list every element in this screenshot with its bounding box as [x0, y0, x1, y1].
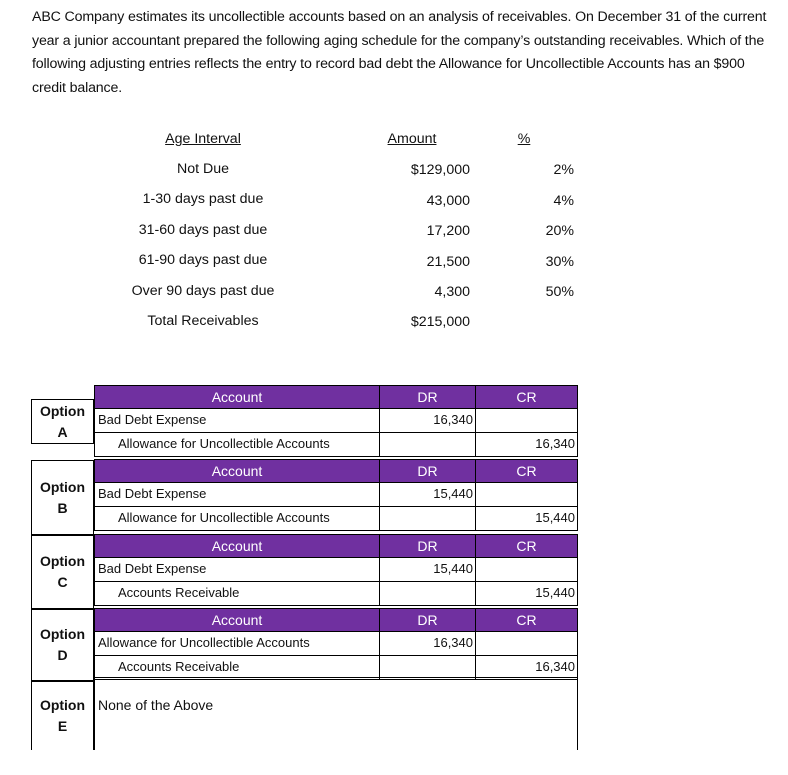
option-c-label[interactable]: [31, 535, 94, 609]
debit-amount: 15,440: [379, 558, 475, 581]
age-interval-header: Age Interval: [165, 131, 241, 147]
percent-header: %: [517, 131, 531, 147]
option-letter: D: [57, 647, 68, 663]
credit-debit-blank: [379, 507, 475, 530]
credit-amount: 15,440: [475, 582, 577, 605]
credit-account: Accounts Receivable: [118, 659, 240, 674]
credit-account: Allowance for Uncollectible Accounts: [118, 510, 330, 525]
option-label-text: Option: [39, 478, 86, 495]
aging-row-pct: 2%: [553, 162, 574, 178]
option-a-debit-row: [94, 409, 578, 433]
aging-row-pct: 50%: [545, 284, 574, 300]
aging-row-amount: 21,500: [426, 254, 470, 270]
option-b-label[interactable]: [31, 460, 94, 535]
credit-account: Accounts Receivable: [118, 585, 240, 600]
debit-account: Bad Debt Expense: [98, 561, 207, 576]
credit-amount: 15,440: [475, 507, 577, 530]
dr-header: DR: [379, 386, 475, 408]
dr-header: DR: [379, 535, 475, 557]
debit-account: Bad Debt Expense: [98, 486, 207, 501]
account-header: Account: [211, 463, 263, 479]
option-c-header-row: [94, 534, 578, 558]
aging-row-amount: 17,200: [426, 223, 470, 239]
option-e-text: None of the Above: [98, 697, 214, 713]
option-a-header-row: [94, 385, 578, 409]
question-text: ABC Company estimates its uncollectible accounts based on an analysis of receivables. On December 31 of the current year a junior accountant prepared the following aging schedule for the company’s outstanding receivables. Which of the following adjusting entries reflects the entry to record bad debt the Allowance for Uncollectible Accounts has an $900 credit balance.: [32, 9, 767, 96]
option-label-text: Option: [39, 553, 86, 569]
debit-amount: 15,440: [379, 483, 475, 506]
aging-row-pct: 20%: [545, 223, 574, 239]
option-b-credit-row: [94, 507, 578, 531]
option-c-debit-row: [94, 558, 578, 582]
option-d-header-row: [94, 608, 578, 632]
option-label-text: Option: [39, 697, 86, 713]
option-letter: E: [57, 718, 68, 734]
option-b-header-row: [94, 459, 578, 483]
total-receivables-label: Total Receivables: [147, 313, 259, 329]
debit-account: Bad Debt Expense: [98, 412, 207, 427]
cr-header: CR: [475, 460, 577, 482]
total-receivables-amount: $215,000: [410, 314, 470, 330]
answer-options: [31, 385, 579, 750]
dr-header: DR: [379, 609, 475, 631]
aging-row-age: Not Due: [176, 161, 230, 177]
credit-debit-blank: [379, 582, 475, 605]
cr-header: CR: [475, 386, 577, 408]
cr-header: CR: [475, 609, 577, 631]
aging-row-age: 61-90 days past due: [138, 252, 268, 268]
debit-amount: 16,340: [379, 409, 475, 432]
debit-credit-blank: [475, 632, 577, 655]
option-d-debit-row: [94, 632, 578, 656]
option-label-text: Option: [39, 402, 86, 419]
debit-credit-blank: [475, 558, 577, 581]
amount-header: Amount: [387, 131, 437, 147]
dr-header: DR: [379, 460, 475, 482]
option-letter: C: [57, 574, 68, 590]
option-b-debit-row: [94, 483, 578, 507]
aging-row-age: 1-30 days past due: [142, 191, 264, 207]
credit-amount: 16,340: [475, 656, 577, 679]
option-a-label[interactable]: [31, 399, 94, 444]
option-c-credit-row: [94, 582, 578, 606]
option-letter: B: [57, 499, 68, 516]
aging-row-age: Over 90 days past due: [131, 283, 275, 299]
credit-debit-blank: [379, 433, 475, 456]
aging-row-age: 31-60 days past due: [138, 222, 268, 238]
cr-header: CR: [475, 535, 577, 557]
aging-row-amount: 4,300: [434, 284, 470, 300]
option-d-label[interactable]: [31, 609, 94, 681]
aging-row-amount: 43,000: [426, 193, 470, 209]
aging-schedule: [0, 128, 600, 338]
option-a-credit-row: [94, 433, 578, 457]
option-label-text: Option: [39, 626, 86, 642]
account-header: Account: [211, 538, 263, 554]
option-e-box: [94, 677, 578, 750]
debit-amount: 16,340: [379, 632, 475, 655]
credit-amount: 16,340: [475, 433, 577, 456]
credit-account: Allowance for Uncollectible Accounts: [118, 436, 330, 451]
account-header: Account: [211, 389, 263, 405]
credit-debit-blank: [379, 656, 475, 679]
debit-credit-blank: [475, 409, 577, 432]
debit-account: Allowance for Uncollectible Accounts: [98, 635, 310, 650]
aging-row-pct: 4%: [553, 193, 574, 209]
aging-row-pct: 30%: [545, 254, 574, 270]
debit-credit-blank: [475, 483, 577, 506]
option-letter: A: [57, 423, 68, 440]
option-e-label[interactable]: [31, 681, 94, 750]
account-header: Account: [211, 612, 263, 628]
aging-row-amount: $129,000: [410, 162, 470, 178]
